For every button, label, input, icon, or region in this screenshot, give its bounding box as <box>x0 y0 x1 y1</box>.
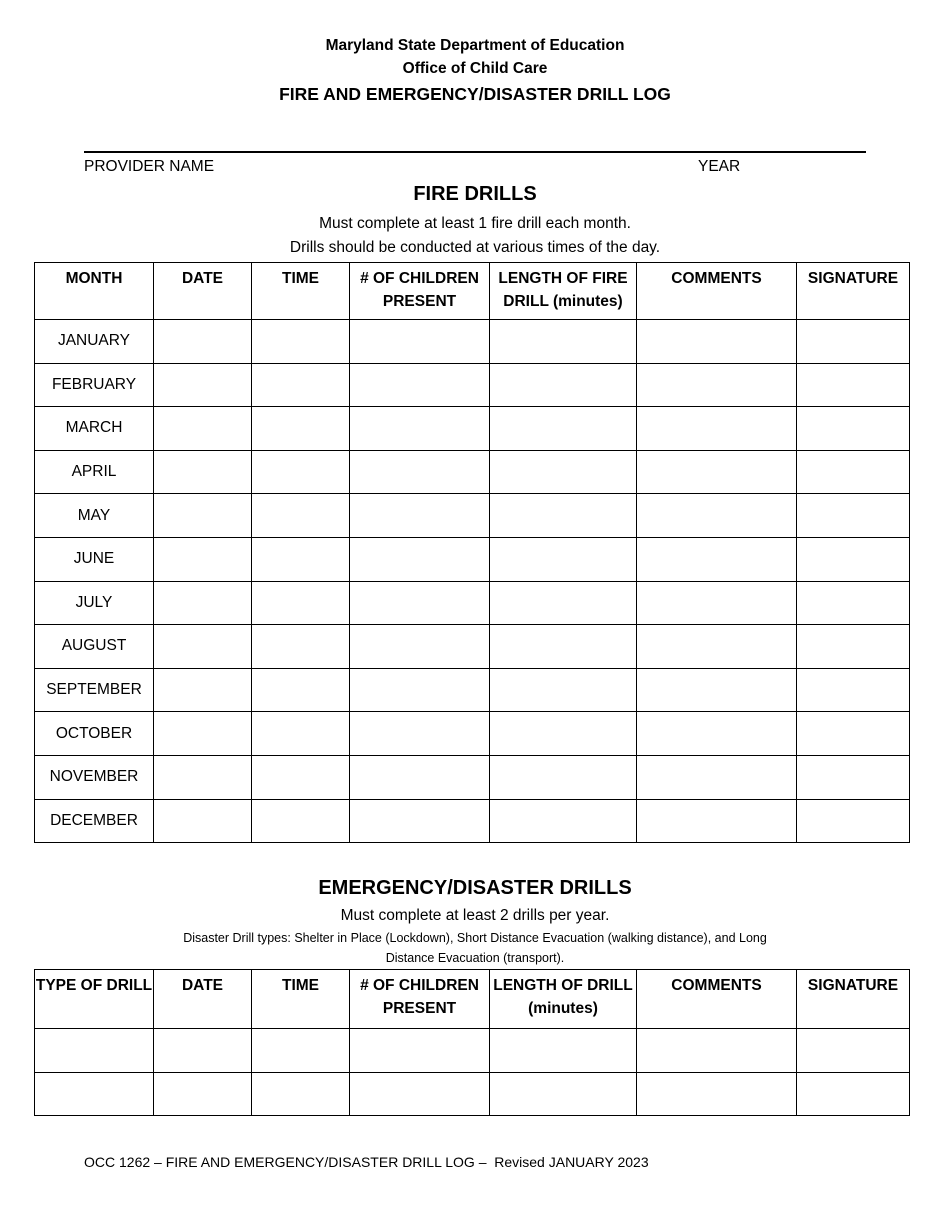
col-header-date: DATE <box>154 970 252 1029</box>
time-cell[interactable] <box>252 668 350 712</box>
fire-drills-requirement: Must complete at least 1 fire drill each month. <box>319 215 631 232</box>
comments-cell[interactable] <box>637 494 797 538</box>
year-label: YEAR <box>698 158 741 175</box>
length-cell[interactable] <box>490 450 637 494</box>
disaster-drill-types-note: Disaster Drill types: Shelter in Place (Lockdown), Short Distance Evacuation (walking distance), and Long Distance Evacuation (transport). <box>183 931 767 965</box>
date-cell[interactable] <box>154 1029 252 1073</box>
type-cell[interactable] <box>35 1029 154 1073</box>
fire-drills-timing-note: Drills should be conducted at various times of the day. <box>289 239 661 256</box>
col-header-children: # OF CHILDREN PRESENT <box>350 970 490 1029</box>
fire-drill-row-january <box>35 320 910 364</box>
month-cell: AUGUST <box>35 625 154 669</box>
length-cell[interactable] <box>490 407 637 451</box>
length-cell[interactable] <box>490 1072 637 1116</box>
time-cell[interactable] <box>252 1072 350 1116</box>
col-header-time: TIME <box>252 263 350 320</box>
emergency-table-header-row <box>35 970 910 1029</box>
time-cell[interactable] <box>252 320 350 364</box>
date-cell[interactable] <box>154 1072 252 1116</box>
time-cell[interactable] <box>252 799 350 843</box>
month-cell: JANUARY <box>35 320 154 364</box>
comments-cell[interactable] <box>637 581 797 625</box>
time-cell[interactable] <box>252 494 350 538</box>
children-cell[interactable] <box>350 712 490 756</box>
month-cell: APRIL <box>35 450 154 494</box>
signature-cell[interactable] <box>797 668 910 712</box>
fire-drill-row-june <box>35 537 910 581</box>
month-cell: MARCH <box>35 407 154 451</box>
signature-cell[interactable] <box>797 407 910 451</box>
children-cell[interactable] <box>350 450 490 494</box>
children-cell[interactable] <box>350 1029 490 1073</box>
children-cell[interactable] <box>350 799 490 843</box>
comments-cell[interactable] <box>637 450 797 494</box>
comments-cell[interactable] <box>637 799 797 843</box>
time-cell[interactable] <box>252 537 350 581</box>
length-cell[interactable] <box>490 494 637 538</box>
month-cell: JULY <box>35 581 154 625</box>
fire-drill-row-december <box>35 799 910 843</box>
fire-drill-row-may <box>35 494 910 538</box>
fire-drill-row-february <box>35 363 910 407</box>
date-cell[interactable] <box>154 712 252 756</box>
signature-cell[interactable] <box>797 755 910 799</box>
col-header-comments: COMMENTS <box>637 970 797 1029</box>
signature-cell[interactable] <box>797 537 910 581</box>
time-cell[interactable] <box>252 625 350 669</box>
children-cell[interactable] <box>350 494 490 538</box>
fire-drills-table <box>34 262 910 843</box>
children-cell[interactable] <box>350 537 490 581</box>
col-header-children: # OF CHILDREN PRESENT <box>350 263 490 320</box>
length-cell[interactable] <box>490 581 637 625</box>
month-cell: MAY <box>35 494 154 538</box>
col-header-type-of-drill: TYPE OF DRILL <box>35 970 154 1029</box>
fire-drill-row-september <box>35 668 910 712</box>
children-cell[interactable] <box>350 668 490 712</box>
comments-cell[interactable] <box>637 407 797 451</box>
provider-name-line[interactable] <box>84 151 866 153</box>
children-cell[interactable] <box>350 625 490 669</box>
date-cell[interactable] <box>154 320 252 364</box>
comments-cell[interactable] <box>637 363 797 407</box>
fire-drill-row-august <box>35 625 910 669</box>
comments-cell[interactable] <box>637 755 797 799</box>
emergency-drill-row <box>35 1029 910 1073</box>
date-cell[interactable] <box>154 668 252 712</box>
fire-drill-row-november <box>35 755 910 799</box>
emergency-drill-row <box>35 1072 910 1116</box>
col-header-signature: SIGNATURE <box>797 263 910 320</box>
signature-cell[interactable] <box>797 625 910 669</box>
department-name: Maryland State Department of Education <box>325 37 625 54</box>
col-header-date: DATE <box>154 263 252 320</box>
time-cell[interactable] <box>252 450 350 494</box>
signature-cell[interactable] <box>797 450 910 494</box>
office-name: Office of Child Care <box>402 60 548 77</box>
comments-cell[interactable] <box>637 625 797 669</box>
signature-cell[interactable] <box>797 320 910 364</box>
length-cell[interactable] <box>490 1029 637 1073</box>
comments-cell[interactable] <box>637 1029 797 1073</box>
month-cell: SEPTEMBER <box>35 668 154 712</box>
children-cell[interactable] <box>350 407 490 451</box>
fire-drills-title: FIRE DRILLS <box>413 183 537 205</box>
month-cell: FEBRUARY <box>35 363 154 407</box>
length-cell[interactable] <box>490 668 637 712</box>
time-cell[interactable] <box>252 712 350 756</box>
length-cell[interactable] <box>490 712 637 756</box>
emergency-drills-table <box>34 969 910 1116</box>
type-cell[interactable] <box>35 1072 154 1116</box>
date-cell[interactable] <box>154 625 252 669</box>
comments-cell[interactable] <box>637 1072 797 1116</box>
signature-cell[interactable] <box>797 799 910 843</box>
date-cell[interactable] <box>154 450 252 494</box>
time-cell[interactable] <box>252 581 350 625</box>
col-header-time: TIME <box>252 970 350 1029</box>
form-footer: OCC 1262 – FIRE AND EMERGENCY/DISASTER DRILL LOG – Revised JANUARY 2023 <box>84 1154 649 1170</box>
date-cell[interactable] <box>154 755 252 799</box>
col-header-comments: COMMENTS <box>637 263 797 320</box>
signature-cell[interactable] <box>797 1029 910 1073</box>
month-cell: NOVEMBER <box>35 755 154 799</box>
date-cell[interactable] <box>154 494 252 538</box>
signature-cell[interactable] <box>797 712 910 756</box>
month-cell: JUNE <box>35 537 154 581</box>
fire-table-header-row <box>35 263 910 320</box>
fire-drill-row-april <box>35 450 910 494</box>
col-header-length: LENGTH OF DRILL (minutes) <box>490 970 637 1029</box>
provider-name-label: PROVIDER NAME <box>84 158 215 175</box>
length-cell[interactable] <box>490 320 637 364</box>
col-header-month: MONTH <box>35 263 154 320</box>
children-cell[interactable] <box>350 581 490 625</box>
length-cell[interactable] <box>490 625 637 669</box>
time-cell[interactable] <box>252 363 350 407</box>
fire-drill-row-october <box>35 712 910 756</box>
children-cell[interactable] <box>350 320 490 364</box>
comments-cell[interactable] <box>637 668 797 712</box>
signature-cell[interactable] <box>797 494 910 538</box>
month-cell: OCTOBER <box>35 712 154 756</box>
fire-drill-row-july <box>35 581 910 625</box>
comments-cell[interactable] <box>637 537 797 581</box>
date-cell[interactable] <box>154 799 252 843</box>
date-cell[interactable] <box>154 537 252 581</box>
emergency-drills-requirement: Must complete at least 2 drills per year. <box>340 907 610 924</box>
month-cell: DECEMBER <box>35 799 154 843</box>
time-cell[interactable] <box>252 755 350 799</box>
signature-cell[interactable] <box>797 1072 910 1116</box>
signature-cell[interactable] <box>797 581 910 625</box>
date-cell[interactable] <box>154 581 252 625</box>
emergency-drills-title: EMERGENCY/DISASTER DRILLS <box>318 877 632 899</box>
children-cell[interactable] <box>350 755 490 799</box>
length-cell[interactable] <box>490 755 637 799</box>
date-cell[interactable] <box>154 407 252 451</box>
date-cell[interactable] <box>154 363 252 407</box>
comments-cell[interactable] <box>637 320 797 364</box>
col-header-length: LENGTH OF FIRE DRILL (minutes) <box>490 263 637 320</box>
comments-cell[interactable] <box>637 712 797 756</box>
col-header-signature: SIGNATURE <box>797 970 910 1029</box>
length-cell[interactable] <box>490 799 637 843</box>
time-cell[interactable] <box>252 407 350 451</box>
length-cell[interactable] <box>490 537 637 581</box>
signature-cell[interactable] <box>797 363 910 407</box>
children-cell[interactable] <box>350 1072 490 1116</box>
form-title: FIRE AND EMERGENCY/DISASTER DRILL LOG <box>279 84 671 104</box>
time-cell[interactable] <box>252 1029 350 1073</box>
length-cell[interactable] <box>490 363 637 407</box>
children-cell[interactable] <box>350 363 490 407</box>
fire-drill-row-march <box>35 407 910 451</box>
